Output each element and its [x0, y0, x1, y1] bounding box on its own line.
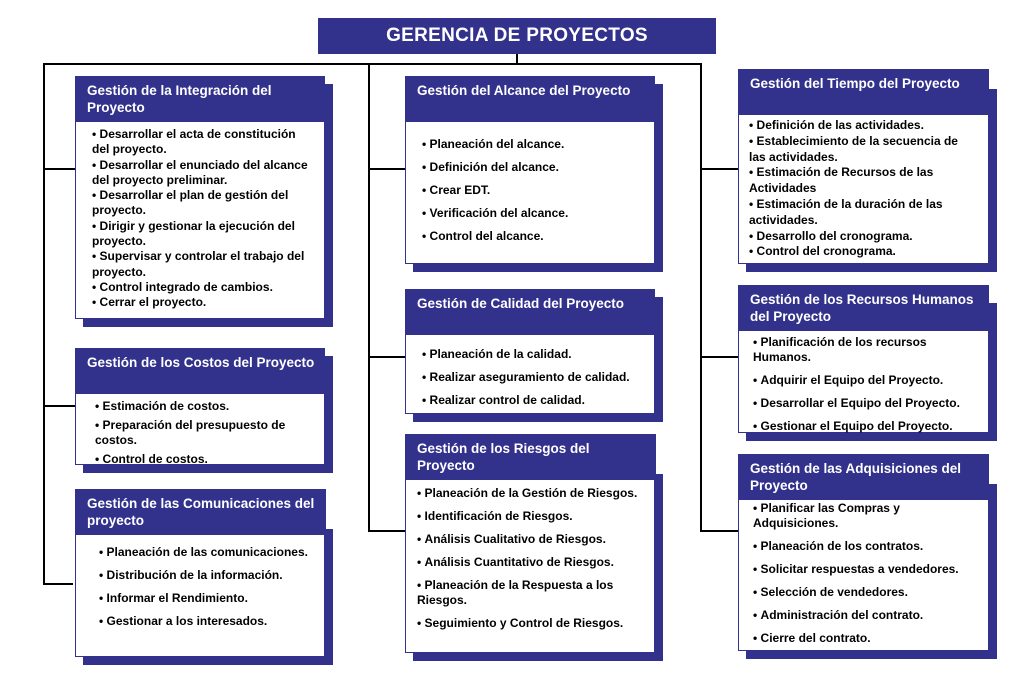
page-title: GERENCIA DE PROYECTOS: [318, 18, 716, 54]
list-item: • Planeación de la Respuesta a los Riesgos.: [417, 578, 647, 608]
list-item: • Solicitar respuestas a vendedores.: [753, 562, 975, 577]
list-item: • Desarrollar el Equipo del Proyecto.: [753, 396, 977, 411]
connector-left-trunk: [43, 63, 45, 585]
list-item: • Dirigir y gestionar la ejecución del proyecto.: [92, 219, 315, 250]
list-item: • Estimación de costos.: [95, 399, 313, 414]
box-costos: [75, 348, 333, 473]
connector-left-tick-1: [43, 168, 75, 170]
box-integracion: [75, 76, 333, 327]
connector-right-trunk: [700, 63, 702, 531]
list-item: • Crear EDT.: [422, 183, 649, 198]
box-heading: Gestión de las Comunicaciones del proyecto: [75, 489, 326, 535]
list-item: • Identificación de Riesgos.: [417, 509, 647, 524]
connector-mid-tick-1: [368, 168, 406, 170]
list-item: • Verificación del alcance.: [422, 206, 649, 221]
box-heading: Gestión del Alcance del Proyecto: [405, 76, 655, 122]
connector-mid-tick-3: [368, 530, 406, 532]
list-item: • Gestionar a los interesados.: [99, 614, 319, 629]
list-item: • Definición del alcance.: [422, 160, 649, 175]
list-item: • Análisis Cualitativo de Riesgos.: [417, 532, 647, 547]
connector-left-foot: [43, 583, 73, 585]
list-item: • Administración del contrato.: [753, 608, 975, 623]
connector-right-tick-2: [700, 356, 738, 358]
box-calidad: [405, 289, 663, 422]
connector-middle-trunk: [368, 63, 370, 531]
list-item: • Planeación de las comunicaciones.: [99, 545, 319, 560]
box-comunicaciones: [75, 489, 333, 665]
list-item: • Establecimiento de la secuencia de las actividades.: [749, 134, 977, 166]
box-adquisiciones: [738, 454, 997, 659]
list-item: • Planeación de la calidad.: [422, 347, 649, 362]
box-item-list: [417, 486, 647, 631]
box-item-list: [422, 137, 649, 244]
list-item: • Informar el Rendimiento.: [99, 591, 319, 606]
list-item: • Estimación de Recursos de las Actividades: [749, 165, 977, 197]
list-item: • Control del alcance.: [422, 229, 649, 244]
box-heading: Gestión de las Adquisiciones del Proyecto: [738, 454, 989, 500]
list-item: • Supervisar y controlar el trabajo del proyecto.: [92, 249, 315, 280]
list-item: • Cerrar el proyecto.: [92, 295, 315, 310]
list-item: • Distribución de la información.: [99, 568, 319, 583]
list-item: • Preparación del presupuesto de costos.: [95, 418, 313, 448]
list-item: • Control de costos.: [95, 452, 313, 467]
list-item: • Control integrado de cambios.: [92, 280, 315, 295]
list-item: • Planeación de los contratos.: [753, 539, 975, 554]
list-item: • Cierre del contrato.: [753, 631, 975, 646]
list-item: • Planeación de la Gestión de Riesgos.: [417, 486, 647, 501]
list-item: • Desarrollar el enunciado del alcance del proyecto preliminar.: [92, 158, 315, 189]
box-item-list: [753, 335, 977, 434]
connector-mid-tick-2: [368, 356, 406, 358]
list-item: • Análisis Cuantitativo de Riesgos.: [417, 555, 647, 570]
connector-right-tick-1: [700, 168, 738, 170]
list-item: • Gestionar el Equipo del Proyecto.: [753, 419, 977, 434]
box-alcance: [405, 76, 663, 272]
box-heading: Gestión de los Riesgos del Proyecto: [405, 434, 656, 480]
list-item: • Control del cronograma.: [749, 244, 977, 260]
connector-right-tick-3: [700, 530, 738, 532]
box-item-list: [99, 545, 319, 629]
list-item: • Realizar control de calidad.: [422, 393, 649, 408]
list-item: • Selección de vendedores.: [753, 585, 975, 600]
list-item: • Planeación del alcance.: [422, 137, 649, 152]
list-item: • Definición de las actividades.: [749, 118, 977, 134]
box-tiempo: [738, 69, 997, 272]
box-heading: Gestión de Calidad del Proyecto: [405, 289, 655, 335]
list-item: • Realizar aseguramiento de calidad.: [422, 370, 649, 385]
box-riesgos: [405, 434, 663, 661]
box-item-list: [95, 399, 313, 467]
list-item: • Seguimiento y Control de Riesgos.: [417, 616, 647, 631]
list-item: • Planificar las Compras y Adquisiciones.: [753, 501, 975, 531]
list-item: • Planificación de los recursos Humanos.: [753, 335, 977, 365]
list-item: • Desarrollo del cronograma.: [749, 229, 977, 245]
connector-left-tick-2: [43, 405, 75, 407]
connector-top-horizontal: [43, 63, 701, 65]
list-item: • Adquirir el Equipo del Proyecto.: [753, 373, 977, 388]
list-item: • Desarrollar el plan de gestión del proyecto.: [92, 188, 315, 219]
box-item-list: [749, 118, 977, 260]
box-heading: Gestión de los Costos del Proyecto: [75, 348, 325, 394]
box-item-list: [753, 501, 975, 646]
box-heading: Gestión del Tiempo del Proyecto: [738, 69, 989, 115]
box-heading: Gestión de los Recursos Humanos del Proyecto: [738, 285, 989, 331]
box-recursos-humanos: [738, 285, 997, 441]
box-item-list: [92, 127, 315, 311]
list-item: • Desarrollar el acta de constitución del proyecto.: [92, 127, 315, 158]
box-item-list: [422, 347, 649, 408]
list-item: • Estimación de la duración de las actividades.: [749, 197, 977, 229]
box-heading: Gestión de la Integración del Proyecto: [75, 76, 325, 122]
